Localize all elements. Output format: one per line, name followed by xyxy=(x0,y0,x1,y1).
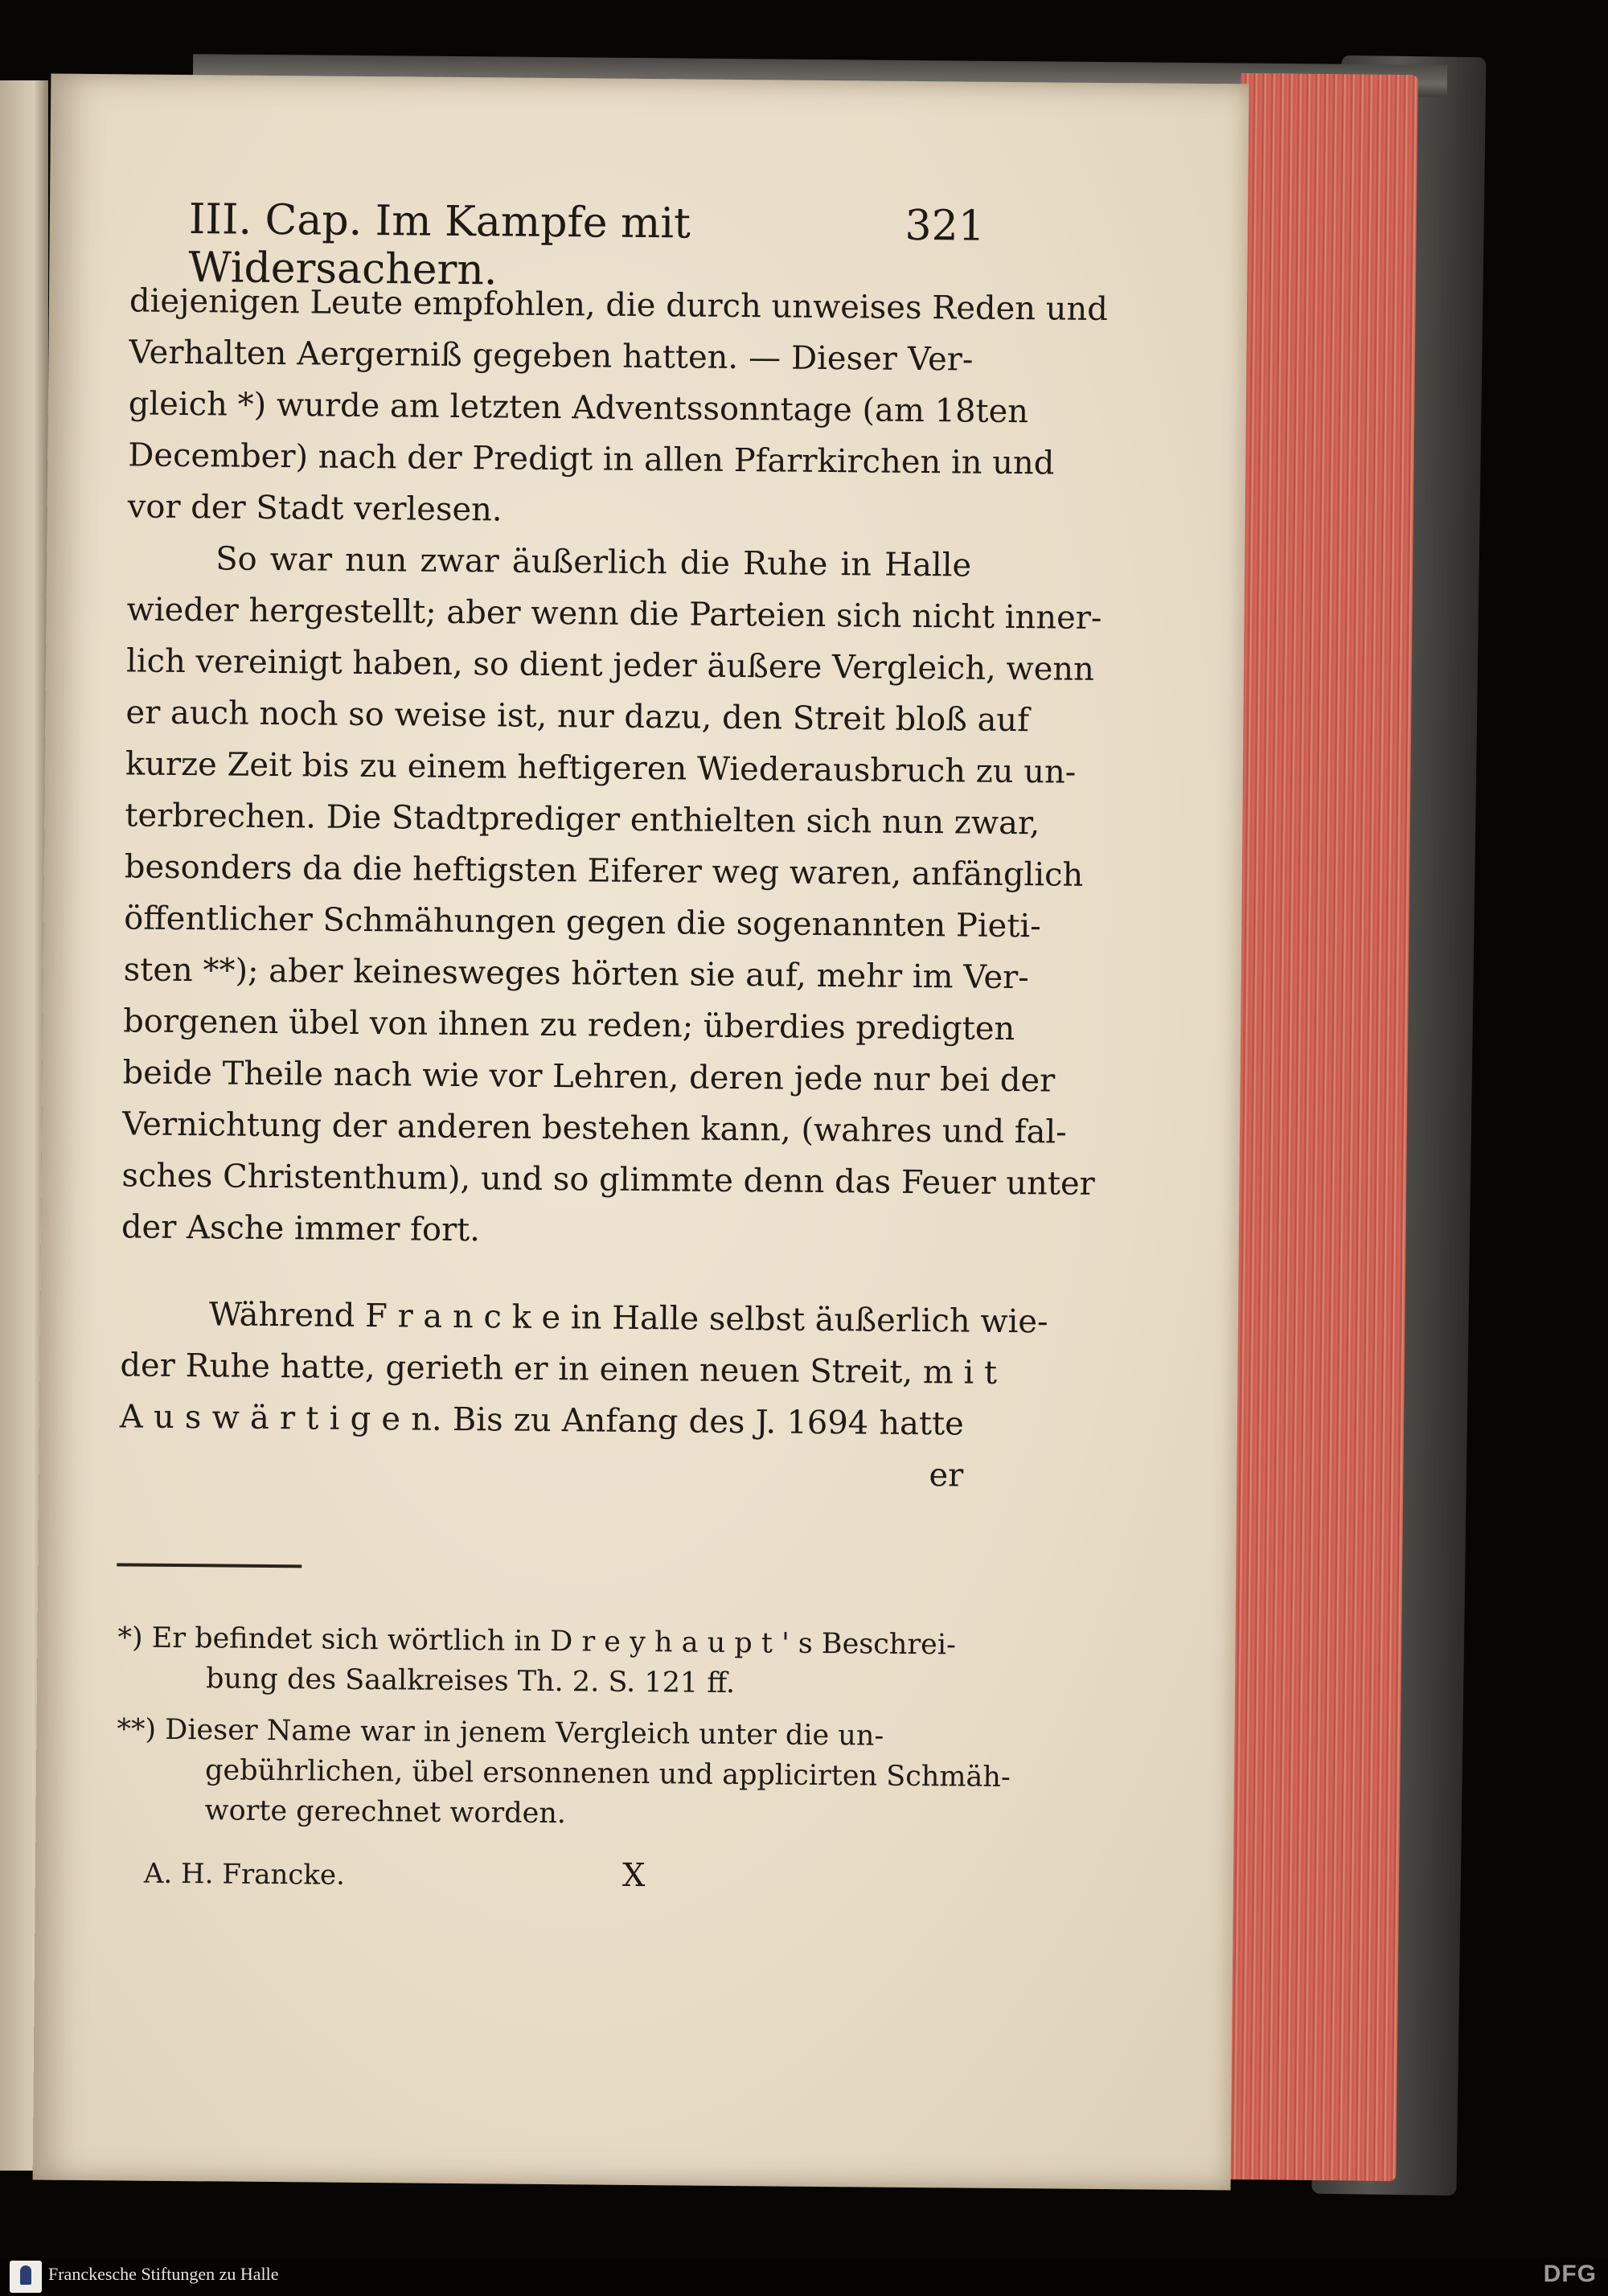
text-line: der Ruhe hatte, gerieth er in einen neuen Streit, m i t xyxy=(120,1347,998,1392)
institution-logo xyxy=(10,2261,42,2293)
catchword: er xyxy=(929,1457,964,1494)
text-line: er auch noch so weise ist, nur dazu, den Streit bloß auf xyxy=(125,694,1030,740)
footnote-line: **) Dieser Name war in jenem Vergleich unter die un- xyxy=(117,1713,884,1753)
footnote-line: bung des Saalkreises Th. 2. S. 121 ff. xyxy=(205,1663,736,1700)
text-line: besonders da die heftigsten Eiferer weg waren, anfänglich xyxy=(124,848,1084,894)
text-line: December) nach der Predigt in allen Pfarrkirchen in und xyxy=(128,437,1055,482)
footnote-rule xyxy=(117,1563,302,1568)
page-number: 321 xyxy=(904,201,986,251)
text-line: wieder hergestellt; aber wenn die Parteien sich nicht inner- xyxy=(126,591,1102,637)
text-line: öffentlicher Schmähungen gegen die sogenannten Pieti- xyxy=(124,900,1041,945)
text-line: sten **); aber keinesweges hörten sie auf, mehr im Ver- xyxy=(123,951,1029,997)
text-line: sches Christenthum), und so glimmte denn das Feuer unter xyxy=(121,1157,1095,1203)
text-line: der Asche immer fort. xyxy=(121,1208,481,1249)
text-line: vor der Stadt verlesen. xyxy=(127,488,503,529)
text-line: gleich *) wurde am letzten Adventssonntage (am 18ten xyxy=(128,385,1029,431)
text-line: Vernichtung der anderen bestehen kann, (wahres und fal- xyxy=(121,1105,1067,1151)
signature-mark: A. H. Francke. xyxy=(143,1857,346,1892)
text-line: lich vereinigt haben, so dient jeder äußere Vergleich, wenn xyxy=(125,642,1095,688)
institution-name: Franckesche Stiftungen zu Halle xyxy=(48,2264,279,2284)
footnotes xyxy=(116,1617,1011,1837)
text-line: borgenen übel von ihnen zu reden; überdies predigten xyxy=(122,1002,1015,1048)
text-line: A u s w ä r t i g e n. Bis zu Anfang des J. 1694 hatte xyxy=(119,1398,965,1443)
text-line: So war nun zwar äußerlich die Ruhe in Halle xyxy=(215,540,972,584)
book-page xyxy=(33,74,1249,2191)
running-header xyxy=(188,195,986,295)
footnote-line: gebührlichen, übel ersonnenen und applicirten Schmäh- xyxy=(204,1754,1011,1794)
red-page-edges xyxy=(1219,73,1417,2181)
text-line: Verhalten Aergerniß gegeben hatten. — Dieser Ver- xyxy=(129,334,974,379)
text-line: diejenigen Leute empfohlen, die durch unweises Reden und xyxy=(129,282,1109,329)
text-line: beide Theile nach wie vor Lehren, deren jede nur bei der xyxy=(122,1054,1056,1100)
footnote-line: *) Er befindet sich wörtlich in D r e y h a u p t ' s Beschrei- xyxy=(117,1622,957,1662)
body-text xyxy=(119,275,1109,1501)
text-line: terbrechen. Die Stadtprediger enthielten sich nun zwar, xyxy=(125,797,1040,843)
footnote-line: worte gerechnet worden. xyxy=(204,1794,567,1831)
signature-letter: X xyxy=(621,1856,646,1895)
text-line: Während F r a n c k e in Halle selbst äußerlich wie- xyxy=(208,1296,1048,1341)
dfg-logo: DFG xyxy=(1543,2261,1597,2287)
text-line: kurze Zeit bis zu einem heftigeren Wiederausbruch zu un- xyxy=(125,745,1077,791)
chapter-title: III. Cap. Im Kampfe mit Widersachern. xyxy=(188,195,691,295)
